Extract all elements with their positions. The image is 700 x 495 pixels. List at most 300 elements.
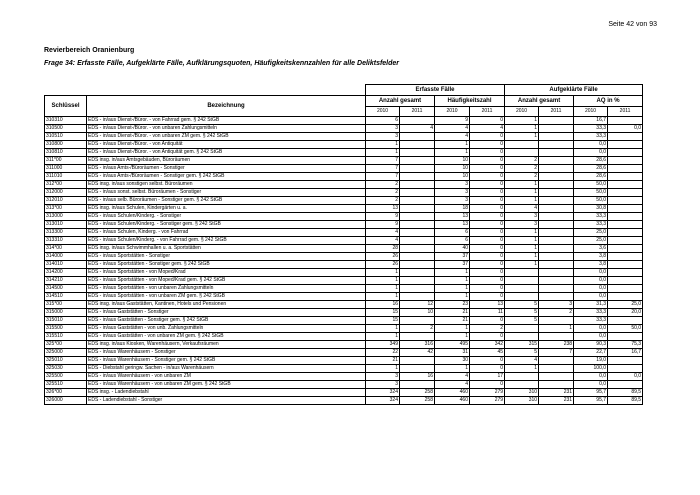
key-cell: 315500 [45, 325, 87, 333]
aq-2011-cell: 89,5 [608, 389, 643, 397]
group-header-erfasst: Erfasste Fälle [366, 85, 505, 96]
aufgeklaert-2010-cell [505, 149, 539, 157]
aufgeklaert-2011-cell [539, 365, 574, 373]
key-cell: 315*00 [45, 301, 87, 309]
table-row [45, 397, 643, 405]
erfasst-2010-cell: 1 [366, 365, 400, 373]
erfasst-2010-cell: 7 [366, 165, 400, 173]
aq-2011-cell [608, 117, 643, 125]
table-row [45, 373, 643, 381]
aufgeklaert-2011-cell [539, 245, 574, 253]
table-row [45, 269, 643, 277]
aq-2011-cell [608, 365, 643, 373]
department-title: Revierbereich Oranienburg [44, 47, 135, 54]
haeufigkeit-2010-cell: 3 [435, 197, 470, 205]
aufgeklaert-2011-cell [539, 277, 574, 285]
key-cell: 314510 [45, 293, 87, 301]
key-cell: 313310 [45, 237, 87, 245]
erfasst-2011-cell [400, 189, 435, 197]
erfasst-2010-cell: 4 [366, 237, 400, 245]
aq-2011-cell: 50,0 [608, 325, 643, 333]
erfasst-2011-cell [400, 253, 435, 261]
erfasst-2010-cell: 1 [366, 277, 400, 285]
aufgeklaert-2011-cell: 7 [539, 349, 574, 357]
table-row [45, 245, 643, 253]
table-row [45, 125, 643, 133]
haeufigkeit-2010-cell: 1 [435, 293, 470, 301]
group-header-aufgeklaert: Aufgeklärte Fälle [505, 85, 643, 96]
erfasst-2010-cell: 1 [366, 325, 400, 333]
table-row [45, 309, 643, 317]
description-cell: EDS - in/aus selb. Büroräumen - Sonstiger gem. § 242 StGB [87, 197, 366, 205]
aq-2011-cell [608, 157, 643, 165]
aufgeklaert-2011-cell [539, 317, 574, 325]
aufgeklaert-2010-cell: 1 [505, 237, 539, 245]
haeufigkeit-2011-cell: 11 [470, 309, 505, 317]
subheader-aq-percent: AQ in % [574, 96, 643, 107]
haeufigkeit-2010-cell: 4 [435, 381, 470, 389]
erfasst-2011-cell: 12 [400, 301, 435, 309]
table-row [45, 189, 643, 197]
table-row [45, 293, 643, 301]
erfasst-2011-cell [400, 205, 435, 213]
erfasst-2010-cell: 349 [366, 341, 400, 349]
aufgeklaert-2010-cell: 2 [505, 173, 539, 181]
erfasst-2011-cell [400, 317, 435, 325]
key-cell: 325030 [45, 365, 87, 373]
erfasst-2011-cell [400, 365, 435, 373]
aufgeklaert-2010-cell [505, 277, 539, 285]
aq-2011-cell: 25,0 [608, 301, 643, 309]
aufgeklaert-2011-cell [539, 213, 574, 221]
aq-2011-cell [608, 269, 643, 277]
erfasst-2011-cell [400, 333, 435, 341]
erfasst-2010-cell: 2 [366, 197, 400, 205]
haeufigkeit-2011-cell: 0 [470, 117, 505, 125]
aq-2011-cell [608, 357, 643, 365]
haeufigkeit-2011-cell: 2 [470, 325, 505, 333]
aq-2011-cell [608, 173, 643, 181]
erfasst-2011-cell: 258 [400, 389, 435, 397]
haeufigkeit-2011-cell: 0 [470, 333, 505, 341]
table-row [45, 357, 643, 365]
aq-2011-cell [608, 237, 643, 245]
aufgeklaert-2010-cell [505, 269, 539, 277]
aq-2011-cell [608, 149, 643, 157]
table-row [45, 173, 643, 181]
haeufigkeit-2011-cell: 0 [470, 245, 505, 253]
table-row [45, 341, 643, 349]
description-cell: EDS - in/aus Dienst-/Büror. - von Antiquität [87, 141, 366, 149]
key-cell: 325510 [45, 381, 87, 389]
aq-2010-cell: 50,0 [574, 189, 608, 197]
key-cell: 312*00 [45, 181, 87, 189]
aufgeklaert-2010-cell [505, 373, 539, 381]
description-cell: EDS - in/aus Schulen/Kinderg. - Sonstiger gem. § 242 StGB [87, 221, 366, 229]
key-cell: 314210 [45, 277, 87, 285]
table-body [45, 117, 643, 405]
erfasst-2010-cell: 324 [366, 389, 400, 397]
aq-2011-cell [608, 381, 643, 389]
description-cell: EDS - in/aus Sportstätten - von Moped/Krad gem. § 242 StGB [87, 277, 366, 285]
table-row [45, 237, 643, 245]
description-cell: EDS - in/aus Sportstätten - von unbaren Zahlungsmitteln [87, 285, 366, 293]
erfasst-2010-cell: 6 [366, 117, 400, 125]
erfasst-2010-cell: 15 [366, 309, 400, 317]
description-cell: EDS - Diebstahl geringw. Sachen - in/aus Warenhäusern [87, 365, 366, 373]
aq-2010-cell: 0,0 [574, 373, 608, 381]
key-cell: 325500 [45, 373, 87, 381]
aq-2010-cell: 95,7 [574, 397, 608, 405]
erfasst-2010-cell: 9 [366, 221, 400, 229]
description-cell: EDS - in/aus Amts-/Büroräumen - Sonstiger gem. § 242 StGB [87, 173, 366, 181]
erfasst-2010-cell: 3 [366, 133, 400, 141]
aq-2010-cell: 0,0 [574, 293, 608, 301]
aufgeklaert-2010-cell: 1 [505, 189, 539, 197]
description-cell: EDS - in/aus Warenhäusern - von unbaren ZM gem. § 242 StGB [87, 381, 366, 389]
table-row [45, 381, 643, 389]
description-cell: EDS - in/aus Dienst-/Büror. - von unbaren Zahlungsmitteln [87, 125, 366, 133]
key-cell: 313300 [45, 229, 87, 237]
erfasst-2010-cell: 26 [366, 253, 400, 261]
haeufigkeit-2011-cell: 13 [470, 301, 505, 309]
aufgeklaert-2010-cell: 2 [505, 165, 539, 173]
aq-2010-cell: 50,0 [574, 197, 608, 205]
erfasst-2011-cell [400, 237, 435, 245]
aufgeklaert-2010-cell [505, 293, 539, 301]
key-cell: 325000 [45, 349, 87, 357]
aq-2011-cell [608, 245, 643, 253]
aq-2010-cell: 16,7 [574, 117, 608, 125]
erfasst-2011-cell [400, 133, 435, 141]
aufgeklaert-2010-cell: 310 [505, 389, 539, 397]
year-header: 2011 [400, 107, 435, 117]
haeufigkeit-2011-cell: 0 [470, 277, 505, 285]
erfasst-2010-cell: 21 [366, 357, 400, 365]
haeufigkeit-2010-cell: 40 [435, 245, 470, 253]
key-cell: 313000 [45, 213, 87, 221]
aq-2011-cell [608, 141, 643, 149]
table-row [45, 205, 643, 213]
haeufigkeit-2010-cell: 21 [435, 309, 470, 317]
column-header-key: Schlüssel [45, 96, 87, 117]
haeufigkeit-2011-cell: 0 [470, 133, 505, 141]
haeufigkeit-2010-cell: 18 [435, 205, 470, 213]
aufgeklaert-2011-cell [539, 165, 574, 173]
aufgeklaert-2010-cell [505, 285, 539, 293]
haeufigkeit-2010-cell: 460 [435, 397, 470, 405]
table-row [45, 333, 643, 341]
haeufigkeit-2010-cell: 1 [435, 285, 470, 293]
haeufigkeit-2011-cell: 0 [470, 205, 505, 213]
description-cell: EDS insg. in/aus Kiosken, Warenhäusern, Verkaufsräumen [87, 341, 366, 349]
aq-2011-cell: 20,0 [608, 309, 643, 317]
header-spacer [45, 85, 366, 96]
erfasst-2011-cell [400, 381, 435, 389]
erfasst-2011-cell: 10 [400, 309, 435, 317]
aq-2011-cell [608, 165, 643, 173]
erfasst-2010-cell: 9 [366, 213, 400, 221]
erfasst-2010-cell: 28 [366, 245, 400, 253]
aq-2011-cell [608, 229, 643, 237]
table-row [45, 165, 643, 173]
description-cell: EDS - in/aus Warenhäusern - Sonstiger [87, 349, 366, 357]
haeufigkeit-2010-cell: 1 [435, 365, 470, 373]
haeufigkeit-2010-cell: 4 [435, 125, 470, 133]
description-cell: EDS - in/aus Schulen/Kinderg. - Sonstiger [87, 213, 366, 221]
haeufigkeit-2010-cell: 1 [435, 141, 470, 149]
erfasst-2011-cell [400, 157, 435, 165]
aq-2011-cell [608, 181, 643, 189]
key-cell: 314500 [45, 285, 87, 293]
haeufigkeit-2011-cell: 0 [470, 197, 505, 205]
haeufigkeit-2010-cell: 460 [435, 389, 470, 397]
aufgeklaert-2010-cell: 1 [505, 245, 539, 253]
aq-2011-cell [608, 293, 643, 301]
description-cell: EDS - in/aus Gaststätten - Sonstiger [87, 309, 366, 317]
description-cell: EDS - in/aus Sportstätten - Sonstiger [87, 253, 366, 261]
haeufigkeit-2010-cell: 4 [435, 133, 470, 141]
year-header: 2010 [435, 107, 470, 117]
aufgeklaert-2010-cell: 4 [505, 205, 539, 213]
haeufigkeit-2011-cell: 0 [470, 157, 505, 165]
haeufigkeit-2011-cell: 0 [470, 213, 505, 221]
year-header: 2011 [470, 107, 505, 117]
key-cell: 311010 [45, 173, 87, 181]
description-cell: EDS insg. in/aus Schulen, Kindergärten u. a. [87, 205, 366, 213]
haeufigkeit-2011-cell: 0 [470, 229, 505, 237]
haeufigkeit-2011-cell: 279 [470, 389, 505, 397]
aufgeklaert-2010-cell: 310 [505, 397, 539, 405]
erfasst-2011-cell: 258 [400, 397, 435, 405]
key-cell: 314200 [45, 269, 87, 277]
description-cell: EDS - Ladendiebstahl - Sonstiger [87, 397, 366, 405]
haeufigkeit-2011-cell: 0 [470, 269, 505, 277]
aufgeklaert-2010-cell: 2 [505, 157, 539, 165]
description-cell: EDS insg. - Ladendiebstahl [87, 389, 366, 397]
aufgeklaert-2011-cell [539, 253, 574, 261]
erfasst-2011-cell [400, 293, 435, 301]
table-row [45, 141, 643, 149]
haeufigkeit-2011-cell: 0 [470, 149, 505, 157]
year-header: 2010 [366, 107, 400, 117]
aufgeklaert-2011-cell [539, 133, 574, 141]
table-row [45, 117, 643, 125]
aufgeklaert-2010-cell: 3 [505, 213, 539, 221]
description-cell: EDS insg. in/aus Gaststätten, Kantinen, Hotels und Pensionen [87, 301, 366, 309]
haeufigkeit-2011-cell: 0 [470, 261, 505, 269]
aq-2010-cell: 0,0 [574, 149, 608, 157]
aufgeklaert-2011-cell [539, 285, 574, 293]
aq-2011-cell [608, 253, 643, 261]
aufgeklaert-2010-cell: 1 [505, 117, 539, 125]
aq-2011-cell: 16,7 [608, 349, 643, 357]
aq-2011-cell [608, 317, 643, 325]
table-row [45, 325, 643, 333]
aq-2010-cell: 33,3 [574, 133, 608, 141]
description-cell: EDS - in/aus Sportstätten - Sonstiger gem. § 242 StGB [87, 261, 366, 269]
haeufigkeit-2011-cell: 0 [470, 141, 505, 149]
table-row [45, 253, 643, 261]
aufgeklaert-2010-cell: 1 [505, 365, 539, 373]
aufgeklaert-2010-cell: 1 [505, 253, 539, 261]
aq-2011-cell [608, 333, 643, 341]
table-row [45, 133, 643, 141]
table-row [45, 261, 643, 269]
haeufigkeit-2010-cell: 3 [435, 181, 470, 189]
aufgeklaert-2010-cell: 1 [505, 229, 539, 237]
aq-2010-cell: 3,6 [574, 245, 608, 253]
aq-2011-cell: 0,0 [608, 125, 643, 133]
erfasst-2010-cell: 2 [366, 189, 400, 197]
haeufigkeit-2010-cell: 1 [435, 325, 470, 333]
aq-2011-cell [608, 205, 643, 213]
erfasst-2011-cell [400, 173, 435, 181]
aufgeklaert-2011-cell [539, 189, 574, 197]
aufgeklaert-2011-cell [539, 197, 574, 205]
aq-2010-cell: 33,3 [574, 125, 608, 133]
key-cell: 310500 [45, 125, 87, 133]
haeufigkeit-2010-cell: 37 [435, 261, 470, 269]
description-cell: EDS - in/aus Warenhäusern - von unbaren ZM [87, 373, 366, 381]
description-cell: EDS - in/aus Dienst-/Büror. - von unbaren ZM gem. § 242 StGB [87, 133, 366, 141]
aufgeklaert-2011-cell [539, 141, 574, 149]
aufgeklaert-2011-cell [539, 173, 574, 181]
aq-2011-cell: 75,3 [608, 341, 643, 349]
table-row [45, 229, 643, 237]
erfasst-2011-cell [400, 165, 435, 173]
description-cell: EDS - in/aus Sportstätten - von Moped/Krad [87, 269, 366, 277]
erfasst-2011-cell: 16 [400, 373, 435, 381]
aufgeklaert-2010-cell: 1 [505, 181, 539, 189]
aq-2010-cell: 33,3 [574, 317, 608, 325]
year-header: 2010 [574, 107, 608, 117]
aufgeklaert-2010-cell [505, 381, 539, 389]
aufgeklaert-2011-cell [539, 269, 574, 277]
description-cell: EDS - in/aus Warenhäusern - Sonstiger gem. § 242 StGB [87, 357, 366, 365]
aq-2010-cell: 0,0 [574, 269, 608, 277]
haeufigkeit-2011-cell: 0 [470, 253, 505, 261]
column-header-description: Bezeichnung [87, 96, 366, 117]
erfasst-2011-cell: 316 [400, 341, 435, 349]
erfasst-2011-cell [400, 221, 435, 229]
erfasst-2010-cell: 324 [366, 397, 400, 405]
erfasst-2010-cell: 22 [366, 349, 400, 357]
haeufigkeit-2011-cell: 0 [470, 189, 505, 197]
aufgeklaert-2011-cell: 1 [539, 325, 574, 333]
aq-2011-cell [608, 189, 643, 197]
description-cell: EDS insg. in/aus sonstigen selbst. Büroräumen [87, 181, 366, 189]
statistics-table [44, 84, 643, 405]
table-row [45, 149, 643, 157]
key-cell: 326000 [45, 397, 87, 405]
erfasst-2010-cell: 1 [366, 149, 400, 157]
haeufigkeit-2011-cell: 17 [470, 373, 505, 381]
erfasst-2011-cell [400, 245, 435, 253]
erfasst-2010-cell: 3 [366, 373, 400, 381]
description-cell: EDS - in/aus Dienst-/Büror. - von Fahrrad gem. § 242 StGB [87, 117, 366, 125]
description-cell: EDS insg. in/aus Schwimmhallen u. a. Sportstätten [87, 245, 366, 253]
description-cell: EDS - in/aus Sportstätten - von unbaren ZM gem. § 242 StGB [87, 293, 366, 301]
aufgeklaert-2010-cell: 1 [505, 133, 539, 141]
description-cell: EDS - in/aus Schulen/Kinderg. - von Fahrrad gem. § 242 StGB [87, 237, 366, 245]
haeufigkeit-2010-cell: 37 [435, 253, 470, 261]
aq-2010-cell: 28,6 [574, 173, 608, 181]
haeufigkeit-2010-cell: 495 [435, 341, 470, 349]
aq-2010-cell: 0,0 [574, 381, 608, 389]
erfasst-2011-cell [400, 277, 435, 285]
erfasst-2011-cell: 42 [400, 349, 435, 357]
aq-2011-cell [608, 197, 643, 205]
table-row [45, 197, 643, 205]
key-cell: 313*00 [45, 205, 87, 213]
key-cell: 310800 [45, 141, 87, 149]
aq-2010-cell: 33,3 [574, 221, 608, 229]
subheader-haeufigkeitszahl: Häufigkeitszahl [435, 96, 505, 107]
aq-2010-cell: 25,0 [574, 229, 608, 237]
aq-2010-cell: 33,3 [574, 213, 608, 221]
erfasst-2011-cell [400, 357, 435, 365]
aq-2010-cell: 31,3 [574, 301, 608, 309]
haeufigkeit-2010-cell: 1 [435, 269, 470, 277]
erfasst-2011-cell [400, 229, 435, 237]
erfasst-2010-cell: 15 [366, 317, 400, 325]
year-header: 2010 [505, 107, 539, 117]
aq-2010-cell: 0,0 [574, 277, 608, 285]
aufgeklaert-2010-cell [505, 141, 539, 149]
description-cell: EDS - in/aus sonst. selbst. Büroräumen - Sonstiger [87, 189, 366, 197]
year-header: 2011 [539, 107, 574, 117]
erfasst-2011-cell: 4 [400, 125, 435, 133]
aq-2011-cell [608, 277, 643, 285]
aq-2011-cell [608, 261, 643, 269]
haeufigkeit-2010-cell: 21 [435, 317, 470, 325]
table-row [45, 317, 643, 325]
haeufigkeit-2010-cell: 31 [435, 349, 470, 357]
key-cell: 313010 [45, 221, 87, 229]
haeufigkeit-2011-cell: 0 [470, 381, 505, 389]
aufgeklaert-2011-cell [539, 229, 574, 237]
aq-2010-cell: 28,6 [574, 165, 608, 173]
key-cell: 314*00 [45, 245, 87, 253]
erfasst-2010-cell: 2 [366, 181, 400, 189]
aq-2010-cell: 22,7 [574, 349, 608, 357]
aufgeklaert-2010-cell: 3 [505, 221, 539, 229]
haeufigkeit-2011-cell: 0 [470, 285, 505, 293]
haeufigkeit-2010-cell: 23 [435, 301, 470, 309]
erfasst-2011-cell [400, 181, 435, 189]
aufgeklaert-2010-cell: 315 [505, 341, 539, 349]
erfasst-2011-cell [400, 141, 435, 149]
aq-2010-cell: 100,0 [574, 365, 608, 373]
aufgeklaert-2011-cell: 231 [539, 397, 574, 405]
erfasst-2011-cell [400, 285, 435, 293]
aufgeklaert-2011-cell [539, 237, 574, 245]
aufgeklaert-2010-cell [505, 325, 539, 333]
haeufigkeit-2010-cell: 4 [435, 373, 470, 381]
page-number: Seite 42 von 93 [608, 21, 657, 28]
aufgeklaert-2011-cell [539, 221, 574, 229]
aufgeklaert-2011-cell [539, 333, 574, 341]
aufgeklaert-2011-cell [539, 381, 574, 389]
key-cell: 310810 [45, 149, 87, 157]
erfasst-2010-cell: 13 [366, 205, 400, 213]
haeufigkeit-2011-cell: 0 [470, 357, 505, 365]
haeufigkeit-2011-cell: 0 [470, 173, 505, 181]
table-row [45, 301, 643, 309]
key-cell: 314010 [45, 261, 87, 269]
aufgeklaert-2011-cell: 2 [539, 309, 574, 317]
